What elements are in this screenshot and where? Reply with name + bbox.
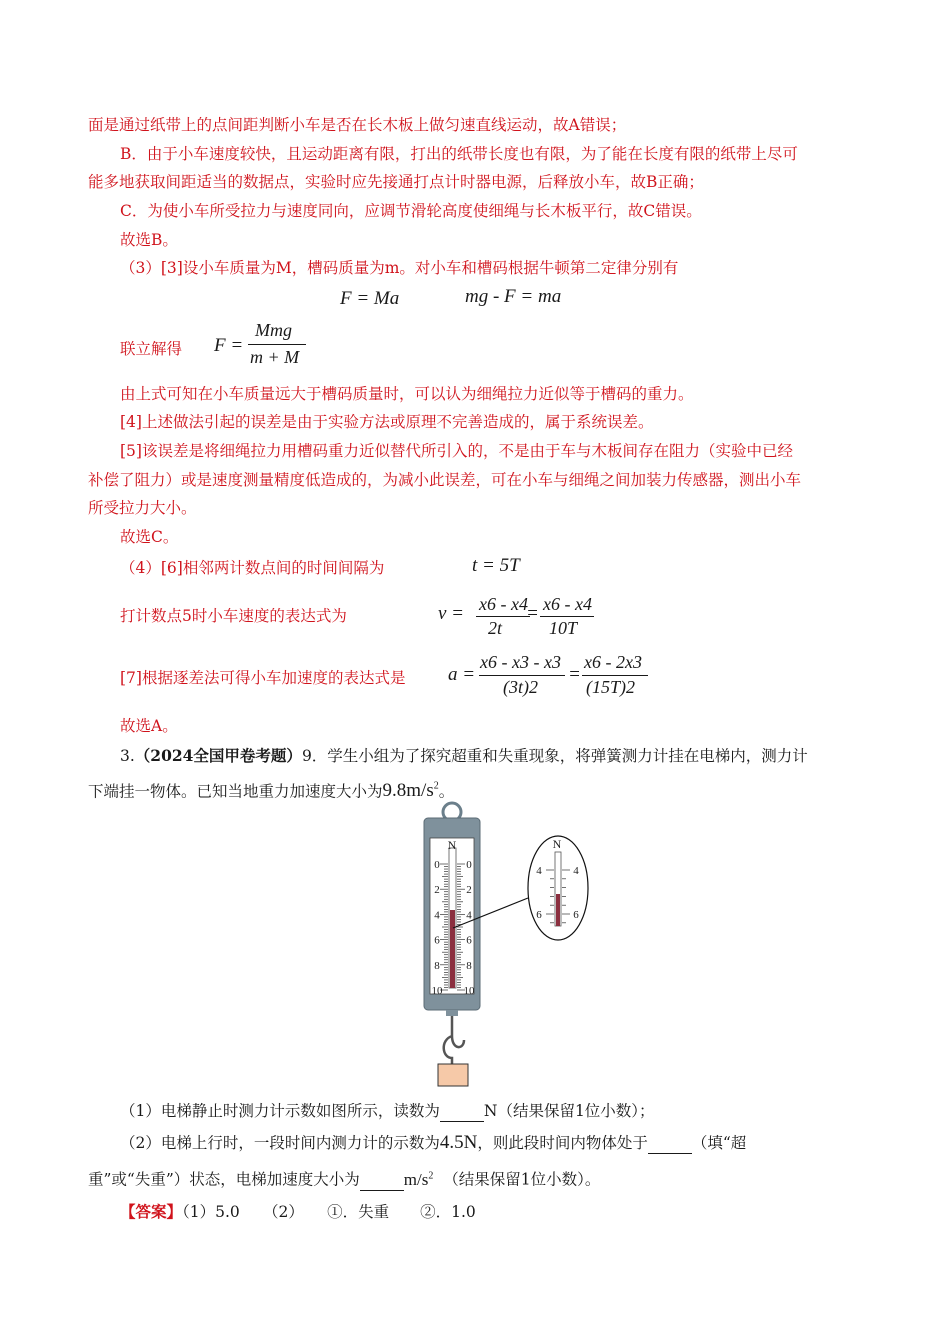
fraction-denominator: 2t: [488, 618, 503, 638]
fraction-velocity-2: [540, 594, 596, 642]
spring-scale-figure: [400, 800, 600, 1095]
solution-line-11: 补偿了阻力）或是速度测量精度低造成的，为减小此误差，可在小车与细绳之间加装力传感器，测出小车: [88, 471, 802, 489]
equals-sign: =: [526, 603, 539, 624]
hanging-weight: [438, 1064, 468, 1086]
question-3-part-1: （1）电梯静止时测力计示数如图所示，读数为 N（结果保留1位小数）；: [120, 1102, 655, 1120]
fraction-denominator: 10T: [549, 618, 578, 638]
answer-blank-1[interactable]: [440, 1101, 484, 1122]
scale-label-left: 4: [434, 909, 440, 922]
scale-label-left: 2: [434, 884, 440, 897]
zoom-unit-label: N: [552, 837, 562, 851]
solution-line-13: 故选C。: [120, 528, 179, 546]
fraction-force-numerator: Mmg: [255, 320, 292, 340]
equation-newton-car: F = Ma: [340, 288, 400, 309]
reading-value: 4.5N: [439, 1132, 478, 1153]
solution-line-10: [5]该误差是将细绳拉力用槽码重力近似替代所引入的，不是由于车与木板间存在阻力（实验中已经: [120, 442, 793, 460]
fraction-bar: [248, 344, 306, 345]
scale-label-right: 4: [466, 909, 472, 922]
scale-label-right: 10: [463, 985, 475, 997]
equation-accel-lhs: a =: [448, 664, 476, 685]
fraction-numerator: x6 - 2x3: [584, 652, 642, 672]
fraction-force-denominator: m + M: [250, 347, 300, 367]
fraction-numerator: x6 - x3 - x3: [480, 652, 561, 672]
question-3-part-2-cont: 重”或“失重”）状态，电梯加速度大小为 $m/s^2$ （结果保留1位小数）。: [88, 1169, 601, 1189]
scale-label-right: 0: [466, 859, 472, 871]
fraction-force: [248, 320, 308, 370]
unit-label: N: [447, 838, 457, 852]
scale-label-right: 6: [466, 934, 472, 947]
solution-line-9: [4]上述做法引起的误差是由于实验方法或原理不完善造成的，属于系统误差。: [120, 413, 654, 431]
scale-label-right: 8: [466, 959, 472, 972]
answer-line: [120, 1202, 900, 1222]
equation-force-lhs: F =: [214, 335, 244, 356]
zoom-label-right: 4: [573, 865, 579, 877]
fraction-denominator: (15T)2: [586, 677, 635, 697]
solution-line-14: （4）[6]相邻两计数点间的时间间隔为: [120, 559, 385, 577]
zoom-label-left: 4: [536, 865, 542, 877]
scale-label-left: 10: [431, 985, 443, 997]
equation-velocity-lhs: v =: [438, 603, 465, 624]
scale-label-right: 2: [466, 884, 472, 897]
solution-line-2: B．由于小车速度较快，且运动距离有限，打出的纸带长度也有限，为了能在长度有限的纸带上尽可: [120, 145, 798, 163]
fraction-numerator: [479, 594, 528, 615]
v-num-1: x6 - x4: [479, 594, 528, 614]
zoom-label-right: 6: [573, 909, 579, 921]
equals-sign: =: [568, 664, 581, 685]
scale-label-left: 6: [434, 934, 440, 947]
solution-line-16: [7]根据逐差法可得小车加速度的表达式是: [120, 669, 406, 687]
fraction-velocity-1: [476, 594, 532, 642]
question-stem: 9．学生小组为了探究超重和失重现象，将弹簧测力计挂在电梯内，测力计: [301, 747, 808, 765]
fraction-accel-1: [479, 652, 565, 704]
fraction-accel-2: [582, 652, 648, 704]
answer-blank-3[interactable]: [360, 1170, 404, 1191]
fraction-bar: [582, 675, 648, 676]
answer-body: （1）5.0 （2） ①．失重 ②．1.0: [182, 1203, 476, 1221]
fraction-bar: [476, 616, 530, 617]
fraction-bar: [479, 675, 565, 676]
zoom-indicator: [556, 894, 560, 926]
fraction-bar: [540, 616, 594, 617]
solution-line-7: 联立解得: [120, 340, 183, 358]
accel-unit: $m/s^2$: [403, 1169, 434, 1189]
fraction-denominator: (3t)2: [503, 677, 538, 697]
zoom-label-left: 6: [536, 909, 542, 921]
solution-line-4: C．为使小车所受拉力与速度同向，应调节滑轮高度使细绳与长木板平行，故C错误。: [120, 202, 702, 220]
fraction-numerator: x6 - x4: [543, 594, 592, 614]
hook: [444, 1016, 464, 1064]
equation-time-interval: t = 5T: [472, 555, 520, 576]
scale-label-left: 0: [434, 859, 440, 871]
solution-line-17: 故选A。: [120, 717, 178, 735]
question-number: 3.: [120, 747, 135, 765]
scale-label-left: 8: [434, 959, 440, 972]
solution-line-3: 能多地获取间距适当的数据点，实验时应先接通打点计时器电源，后释放小车，故B正确；: [88, 173, 704, 191]
solution-line-1: 面是通过纸带上的点间距判断小车是否在长木板上做匀速直线运动，故A错误；: [88, 116, 627, 134]
solution-line-5: 故选B。: [120, 231, 178, 249]
equation-newton-weight: mg - F = ma: [465, 286, 562, 307]
solution-line-8: 由上式可知在小车质量远大于槽码质量时，可以认为细绳拉力近似等于槽码的重力。: [120, 385, 694, 403]
question-source: （2024全国甲卷考题）: [134, 746, 302, 765]
answer-blank-2[interactable]: [648, 1133, 692, 1154]
solution-line-6: （3）[3]设小车质量为M，槽码质量为m。对小车和槽码根据牛顿第二定律分别有: [120, 259, 679, 277]
answer-label: 【答案】: [120, 1202, 183, 1221]
question-3-stem-line-1: [120, 746, 900, 766]
hook-mount: [446, 1010, 458, 1016]
gravity-value: $9.8m/s^2$: [382, 780, 439, 802]
solution-line-12: 所受拉力大小。: [88, 499, 197, 517]
solution-line-15: 打计数点5时小车速度的表达式为: [120, 607, 347, 625]
question-3-part-2: （2）电梯上行时，一段时间内测力计的示数为4.5N，则此段时间内物体处于 （填“超: [120, 1132, 747, 1153]
question-3-stem-line-2: 下端挂一物体。已知当地重力加速度大小为$9.8m/s^2$。: [88, 780, 455, 802]
spring-indicator: [450, 910, 455, 988]
